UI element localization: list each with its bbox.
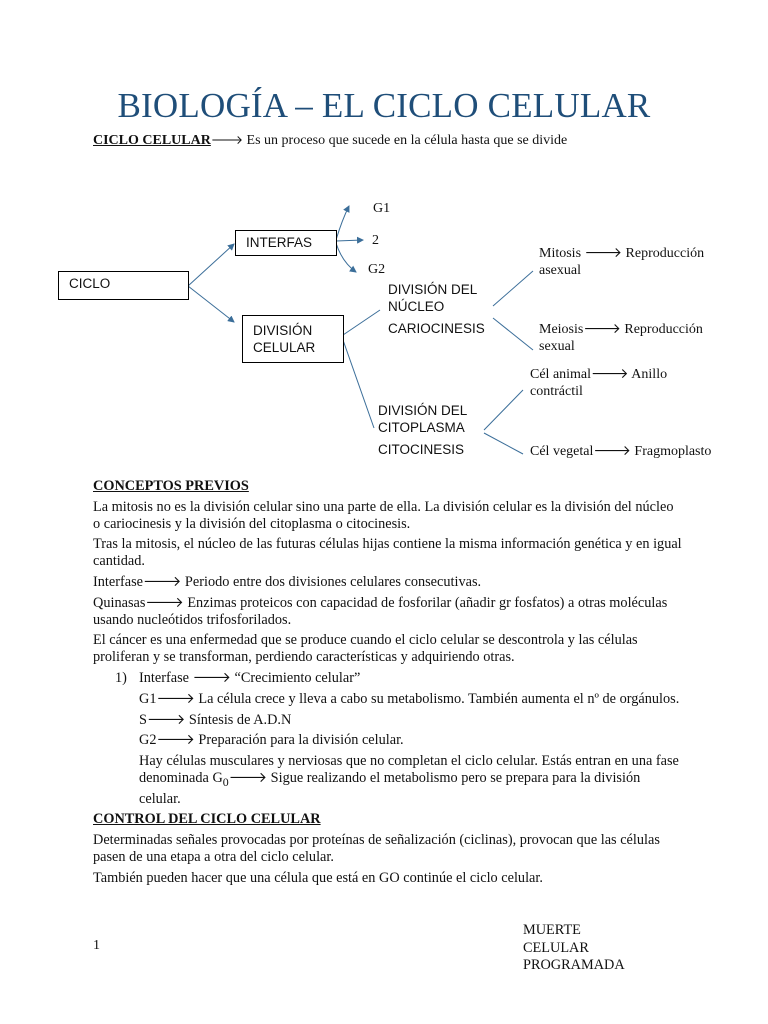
connector-ciclo-division (188, 286, 234, 322)
label-division-citoplasma-line1: DIVISIÓN DEL (378, 403, 468, 418)
node-interfas (235, 230, 337, 256)
connector-division-citoplasma (343, 340, 374, 428)
label-g2: G2 (368, 262, 386, 277)
conceptos-paragraph-2: Tras la mitosis, el núcleo de las futuras células hijas contiene la misma información genética y en igual cantidad. (93, 536, 682, 570)
control-paragraph-1: Determinadas señales provocadas por proteínas de señalización (ciclinas), provocan que las células pasen de una etapa a otra del ciclo celular. (93, 832, 660, 865)
label-division-citoplasma (378, 402, 467, 436)
page-number: 1 (93, 938, 100, 953)
footer-note-line2: CELULAR (523, 939, 589, 956)
arrow-icon: 🡒 (210, 133, 244, 147)
list-item-number: 1) (115, 669, 127, 686)
list-g1: G1🡒 La célula crece y lleva a cabo su metabolismo. También aumenta el nº de orgánulos. (139, 690, 680, 707)
label-meiosis-line1: Meiosis🡒 Reproducción (539, 322, 703, 337)
footer-note (523, 922, 625, 975)
label-division-nucleo-line1: DIVISIÓN DEL (388, 282, 478, 297)
list-g0 (93, 753, 683, 807)
conceptos-paragraph-4: Quinasas🡒 Enzimas proteicos con capacidad de fosforilar (añadir gr fosfatos) a otras moléculas usando nucleótidos trifosforilados. (93, 594, 668, 628)
connector-g2 (336, 243, 356, 272)
node-division-celular-line2: CELULAR (253, 340, 316, 355)
node-interfas-label: INTERFAS (246, 235, 313, 250)
label-s: 2 (372, 233, 379, 248)
label-division-nucleo (388, 281, 477, 315)
intro-text: Es un proceso que sucede en la célula hasta que se divide (243, 133, 568, 148)
connector-s (336, 240, 363, 241)
label-g1: G1 (373, 201, 391, 216)
node-ciclo-label: CICLO (69, 276, 111, 291)
label-meiosis (539, 321, 703, 355)
node-ciclo (58, 271, 189, 300)
label-division-citoplasma-line2: CITOPLASMA (378, 420, 465, 435)
node-division-celular-line1: DIVISIÓN (253, 323, 313, 338)
label-cel-vegetal: Cél vegetal🡒 Fragmoplasto (530, 444, 712, 459)
control-heading: CONTROL DEL CICLO CELULAR (93, 811, 321, 828)
control-paragraph-2: También pueden hacer que una célula que está en GO continúe el ciclo celular. (93, 869, 543, 886)
list-g0-text-a: Hay células musculares y nerviosas que no completan el ciclo celular. Estás entran en una fase denominada G (139, 753, 679, 786)
label-citocinesis: CITOCINESIS (378, 442, 465, 457)
list-item (93, 670, 683, 687)
list-g2: G2🡒 Preparación para la división celular. (139, 732, 404, 749)
label-mitosis-line1: Mitosis 🡒 Reproducción (539, 246, 705, 261)
label-mitosis (539, 245, 704, 279)
page-title: BIOLOGÍA – EL CICLO CELULAR (117, 86, 651, 125)
label-meiosis-line2: sexual (539, 339, 575, 354)
body-content (93, 478, 683, 891)
list-g0-subscript: 0 (222, 774, 229, 789)
connector-meiosis (493, 318, 533, 350)
node-division-celular (242, 315, 344, 363)
footer-note-line3: PROGRAMADA (523, 957, 625, 973)
conceptos-paragraph-5: El cáncer es una enfermedad que se produce cuando el ciclo celular se descontrola y las células proliferan y se transforman, perdiendo características y adquiriendo otras. (93, 632, 638, 666)
list-s: S🡒 Síntesis de A.D.N (139, 711, 292, 728)
connector-division-nucleo (343, 310, 380, 335)
conceptos-paragraph-3: Interfase🡒 Periodo entre dos divisiones celulares consecutivas. (93, 573, 482, 590)
conceptos-heading: CONCEPTOS PREVIOS (93, 478, 249, 494)
connector-mitosis (493, 271, 533, 306)
label-cel-animal-line2: contráctil (530, 384, 583, 399)
connector-cel-vegetal (484, 433, 523, 454)
label-cariocinesis: CARIOCINESIS (388, 321, 485, 336)
footer-note-line1: MUERTE (523, 922, 581, 938)
label-mitosis-line2: asexual (539, 263, 581, 278)
label-division-nucleo-line2: NÚCLEO (388, 299, 445, 314)
list-g0-text-b: 🡒 Sigue realizando el metabolismo pero se prepara para la división celular. (139, 769, 641, 807)
connector-cel-animal (484, 390, 523, 430)
connector-ciclo-interfas (188, 244, 234, 286)
conceptos-paragraph-1: La mitosis no es la división celular sino una parte de ella. La división celular es la división del núcleo o cariocinesis y la división del citoplasma o citocinesis. (93, 498, 674, 532)
label-cel-animal (530, 366, 667, 400)
list-item-text: Interfase 🡒 “Crecimiento celular” (139, 669, 361, 686)
intro-term: CICLO CELULAR (93, 133, 211, 148)
label-cel-animal-line1: Cél animal🡒 Anillo (530, 367, 668, 382)
connector-g1 (336, 206, 349, 240)
